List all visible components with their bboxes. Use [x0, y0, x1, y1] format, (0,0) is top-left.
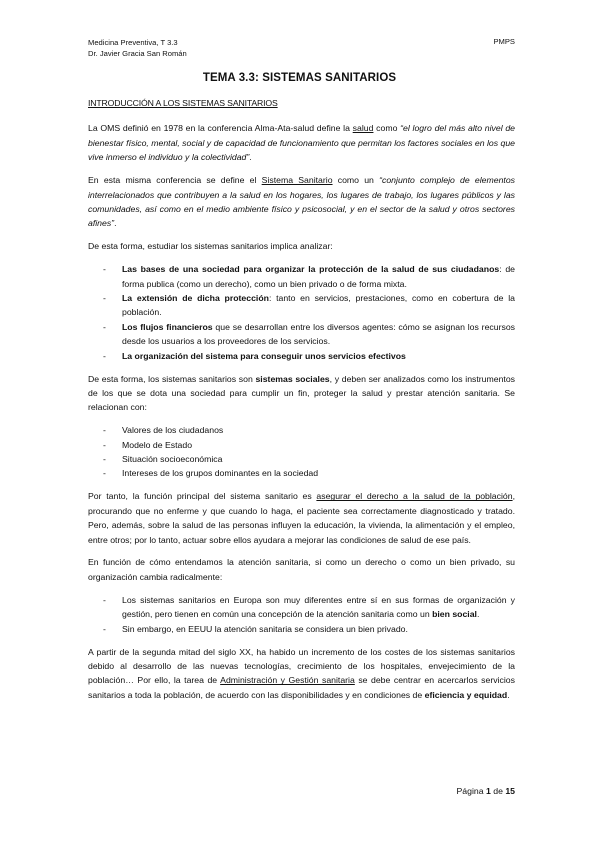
bullet-dash: - — [103, 468, 106, 479]
header-right: PMPS — [493, 37, 515, 46]
list-item — [88, 622, 515, 636]
header-course: Medicina Preventiva, T 3.3 — [88, 38, 178, 47]
text: , procurando que no enferme y que cuando lo haga, el paciente sea correctamente diagnosticado y tratado. Pero, además, sobre la salud de las personas influyen la educación, la vivienda, la alimentación y el empleo, entre otros; por lo tanto, actuar sobre ellos ayudara a mejorar las condiciones de salud de ese país. — [88, 491, 515, 545]
bullet-dash: - — [103, 350, 106, 361]
comparison-list — [88, 593, 515, 636]
underlined-term: salud — [352, 123, 374, 134]
bold-term: sistemas sociales — [255, 373, 330, 384]
list-item — [88, 466, 515, 480]
section-heading: INTRODUCCIÓN A LOS SISTEMAS SANITARIOS — [88, 98, 278, 108]
bullet-dash: - — [103, 594, 106, 605]
list-item-text: . — [476, 609, 480, 620]
text: como — [373, 123, 401, 134]
page-footer — [457, 786, 515, 796]
list-item — [88, 593, 515, 622]
text: De esta forma, los sistemas sanitarios son — [88, 373, 256, 384]
list-item — [88, 349, 515, 363]
paragraph-organization: En función de cómo entendamos la atención sanitaria, si como un derecho o como un bien privado, su organización cambia radicalmente: — [88, 557, 515, 582]
list-item — [88, 452, 515, 466]
list-item-text: Modelo de Estado — [122, 439, 193, 450]
paragraph-who-definition — [88, 121, 515, 164]
list-item-text: que se desarrollan entre los diversos agentes: cómo se asignan los recursos desde los usuarios a los proveedores de los servicios. — [122, 321, 515, 347]
document-body — [88, 96, 515, 711]
text: . — [114, 218, 117, 229]
text: , y deben ser analizados como los instrumentos de los que se dota una sociedad para cumplir un fin, proteger la salud y prestar atención sanitaria. Se relacionan con: — [88, 373, 515, 413]
text: Por tanto, la función principal del sistema sanitario es — [88, 491, 317, 502]
page-title: TEMA 3.3: SISTEMAS SANITARIOS — [202, 72, 397, 84]
text: A partir de la segunda mitad del siglo XX, ha habido un incremento de los costes de los sistemas sanitarios debido al desarrollo de las nuevas tecnologías, crecimiento de los hospitales, envejecimiento de la población… Por ello, la tarea de — [88, 646, 515, 686]
list-item-text: Situación socioeconómica — [122, 454, 223, 465]
list-item-bold: Los flujos financieros — [122, 321, 213, 332]
bullet-dash: - — [103, 425, 106, 436]
list-item-text: Intereses de los grupos dominantes en la sociedad — [122, 468, 319, 479]
total-pages: 15 — [505, 786, 515, 796]
text: . — [249, 152, 252, 163]
list-item — [88, 438, 515, 452]
relations-list — [88, 423, 515, 481]
list-item-text: : tanto en servicios, prestaciones, como en cobertura de la población. — [122, 292, 515, 318]
bullet-dash: - — [103, 321, 106, 332]
text: La OMS definió en 1978 en la conferencia Alma-Ata-salud define la — [88, 123, 353, 134]
list-item-text: Valores de los ciudadanos — [122, 425, 224, 436]
list-item-bold: La extensión de dicha protección — [122, 292, 269, 303]
page-header-left — [88, 37, 187, 59]
analysis-list — [88, 262, 515, 363]
underlined-term: asegurar el derecho a la salud de la población — [316, 491, 513, 502]
list-item-text: Los sistemas sanitarios en Europa son muy diferentes entre sí en sus formas de organización y gestión, pero tienen en común una concepción de la atención sanitaria como un — [122, 594, 515, 620]
quote: “conjunto complejo de elementos interrelacionados que contribuyen a la salud en los hogares, los lugares de trabajo, los lugares públicos y las comunidades, así como en el medio ambiente físico y psicosocial, y en el sector de la salud y otros sectores afines” — [88, 175, 516, 229]
bullet-dash: - — [103, 439, 106, 450]
underlined-term: Sistema Sanitario — [261, 175, 333, 186]
list-item — [88, 423, 515, 437]
footer-label: Página — [456, 786, 486, 796]
paragraph-main-function — [88, 489, 515, 547]
paragraph-system-definition — [88, 173, 515, 231]
bullet-dash: - — [103, 264, 106, 275]
list-item-bold: Las bases de una sociedad para organizar la protección de la salud de sus ciudadanos — [122, 264, 500, 275]
list-item-text: : de forma publica (como un derecho), como un bien privado o de forma mixta. — [122, 264, 515, 289]
paragraph-social-systems — [88, 372, 515, 415]
text: . — [507, 689, 510, 700]
header-author: Dr. Javier Gracia San Román — [88, 49, 187, 58]
bullet-dash: - — [103, 623, 106, 634]
text: se debe centrar en acercarlos servicios sanitarios a toda la población, de acuerdo con las disponibilidades y en condiciones de — [88, 675, 515, 700]
bold-term: bien social — [432, 609, 477, 620]
list-item — [88, 262, 515, 291]
current-page-number: 1 — [485, 786, 491, 796]
paragraph-costs — [88, 645, 515, 703]
list-item — [88, 291, 515, 320]
underlined-term: Administración y Gestión sanitaria — [220, 675, 355, 686]
paragraph-analysis-intro: De esta forma, estudiar los sistemas sanitarios implica analizar: — [88, 241, 333, 252]
bullet-dash: - — [103, 454, 106, 465]
list-item-text: Sin embargo, en EEUU la atención sanitaria se considera un bien privado. — [122, 623, 408, 634]
text: En esta misma conferencia se define el — [88, 175, 262, 186]
list-item — [88, 320, 515, 349]
bold-term: eficiencia y equidad — [424, 689, 508, 700]
quote: “el logro del más alto nivel de bienestar físico, mental, social y de capacidad de funcionamiento que permitan los factores sociales en los que vive inmerso el individuo y la colectividad” — [88, 123, 516, 163]
text: como un — [332, 175, 380, 186]
bullet-dash: - — [103, 292, 106, 303]
footer-separator: de — [490, 786, 506, 796]
list-item-bold: La organización del sistema para conseguir unos servicios efectivos — [122, 350, 406, 361]
